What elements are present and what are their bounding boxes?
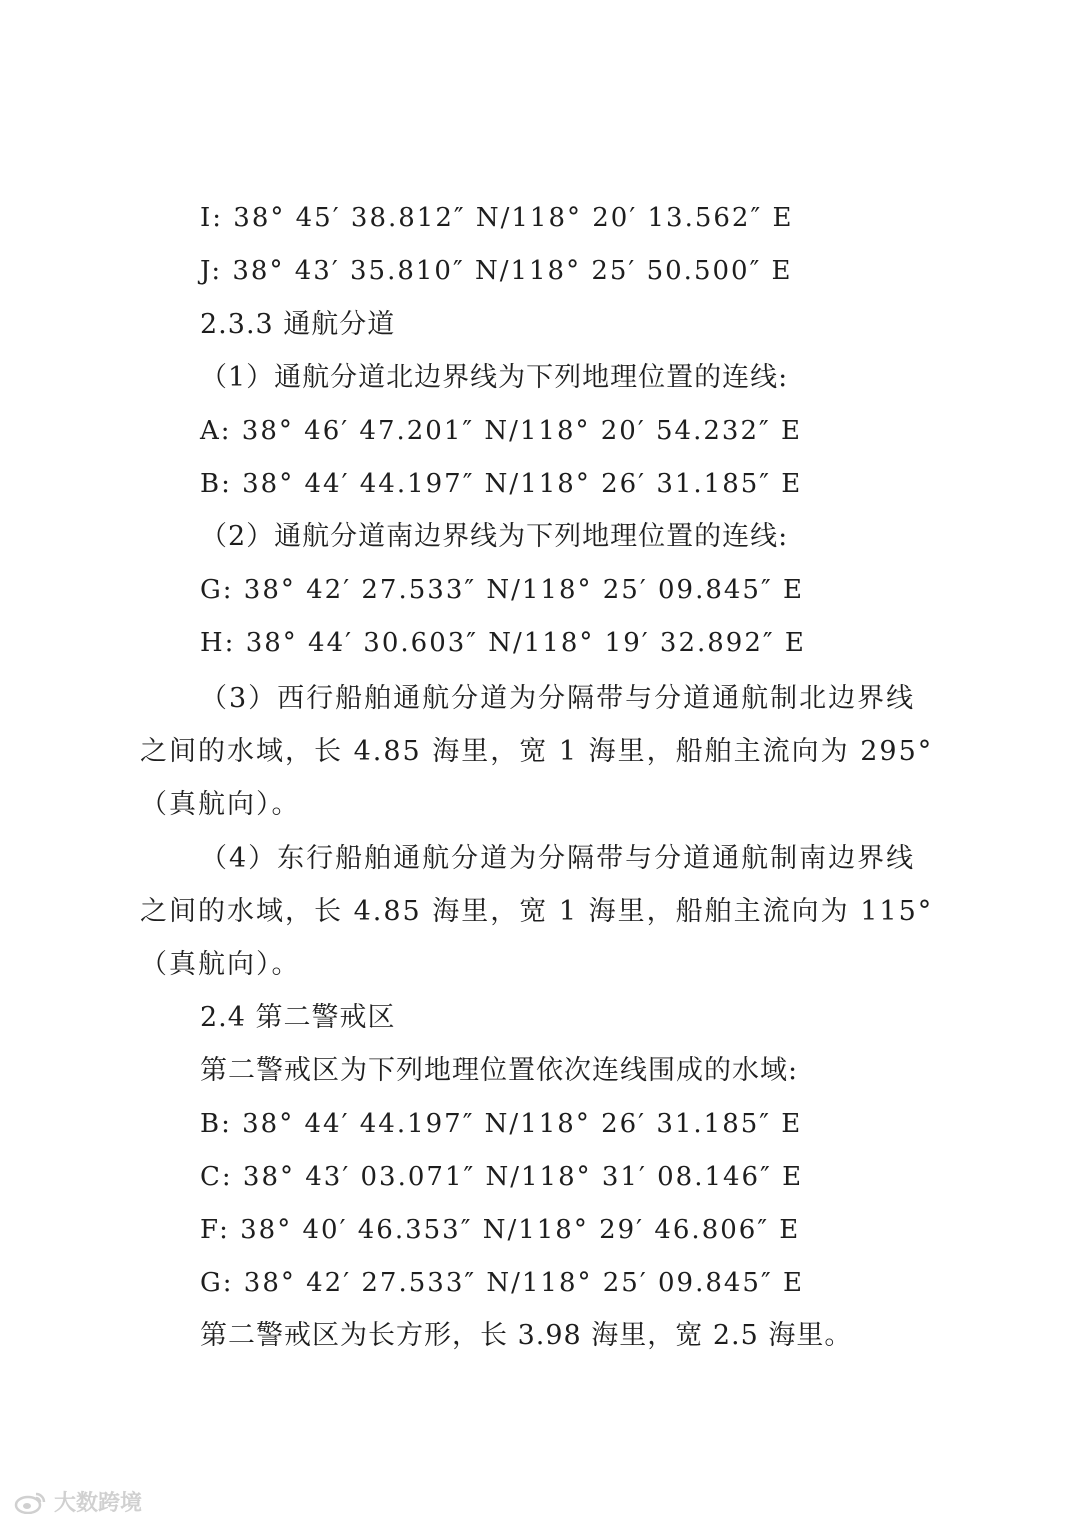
section-heading-2-3-3: 2.3.3 通航分道 [200,309,396,340]
clause-1-north-boundary: （1）通航分道北边界线为下列地理位置的连线: [200,362,789,393]
coordinate-point-b: B: 38° 44′ 44.197″ N/118° 26′ 31.185″ E [200,1109,803,1139]
coordinate-point-b: B: 38° 44′ 44.197″ N/118° 26′ 31.185″ E [200,469,803,499]
clause-2-south-boundary: （2）通航分道南边界线为下列地理位置的连线: [200,521,789,552]
watermark [14,1486,142,1517]
coordinate-point-g: G: 38° 42′ 27.533″ N/118° 25′ 09.845″ E [200,1268,804,1298]
second-precautionary-area-intro: 第二警戒区为下列地理位置依次连线围成的水域: [200,1055,799,1086]
second-precautionary-area-summary: 第二警戒区为长方形，长 3.98 海里，宽 2.5 海里。 [200,1320,853,1351]
coordinate-point-h: H: 38° 44′ 30.603″ N/118° 19′ 32.892″ E [200,628,806,658]
coordinate-point-f: F: 38° 40′ 46.353″ N/118° 29′ 46.806″ E [200,1215,801,1245]
weibo-logo-icon [14,1490,48,1514]
coordinate-point-j: J: 38° 43′ 35.810″ N/118° 25′ 50.500″ E [200,256,793,286]
coordinate-point-i: I: 38° 45′ 38.812″ N/118° 20′ 13.562″ E [200,203,794,233]
coordinate-point-a: A: 38° 46′ 47.201″ N/118° 20′ 54.232″ E [200,416,802,446]
clause-4-eastbound-lane: （4）东行船舶通航分道为分隔带与分道通航制南边界线之间的水域，长 4.85 海里，宽 1 海里，船舶主流向为 115°（真航向）。 [140,843,934,980]
section-heading-2-4: 2.4 第二警戒区 [200,1002,396,1033]
watermark-text: 大数跨境 [54,1491,143,1516]
clause-3-westbound-lane: （3）西行船舶通航分道为分隔带与分道通航制北边界线之间的水域，长 4.85 海里，宽 1 海里，船舶主流向为 295°（真航向）。 [140,683,934,820]
coordinate-point-c: C: 38° 43′ 03.071″ N/118° 31′ 08.146″ E [200,1162,804,1192]
coordinate-point-g: G: 38° 42′ 27.533″ N/118° 25′ 09.845″ E [200,575,804,605]
